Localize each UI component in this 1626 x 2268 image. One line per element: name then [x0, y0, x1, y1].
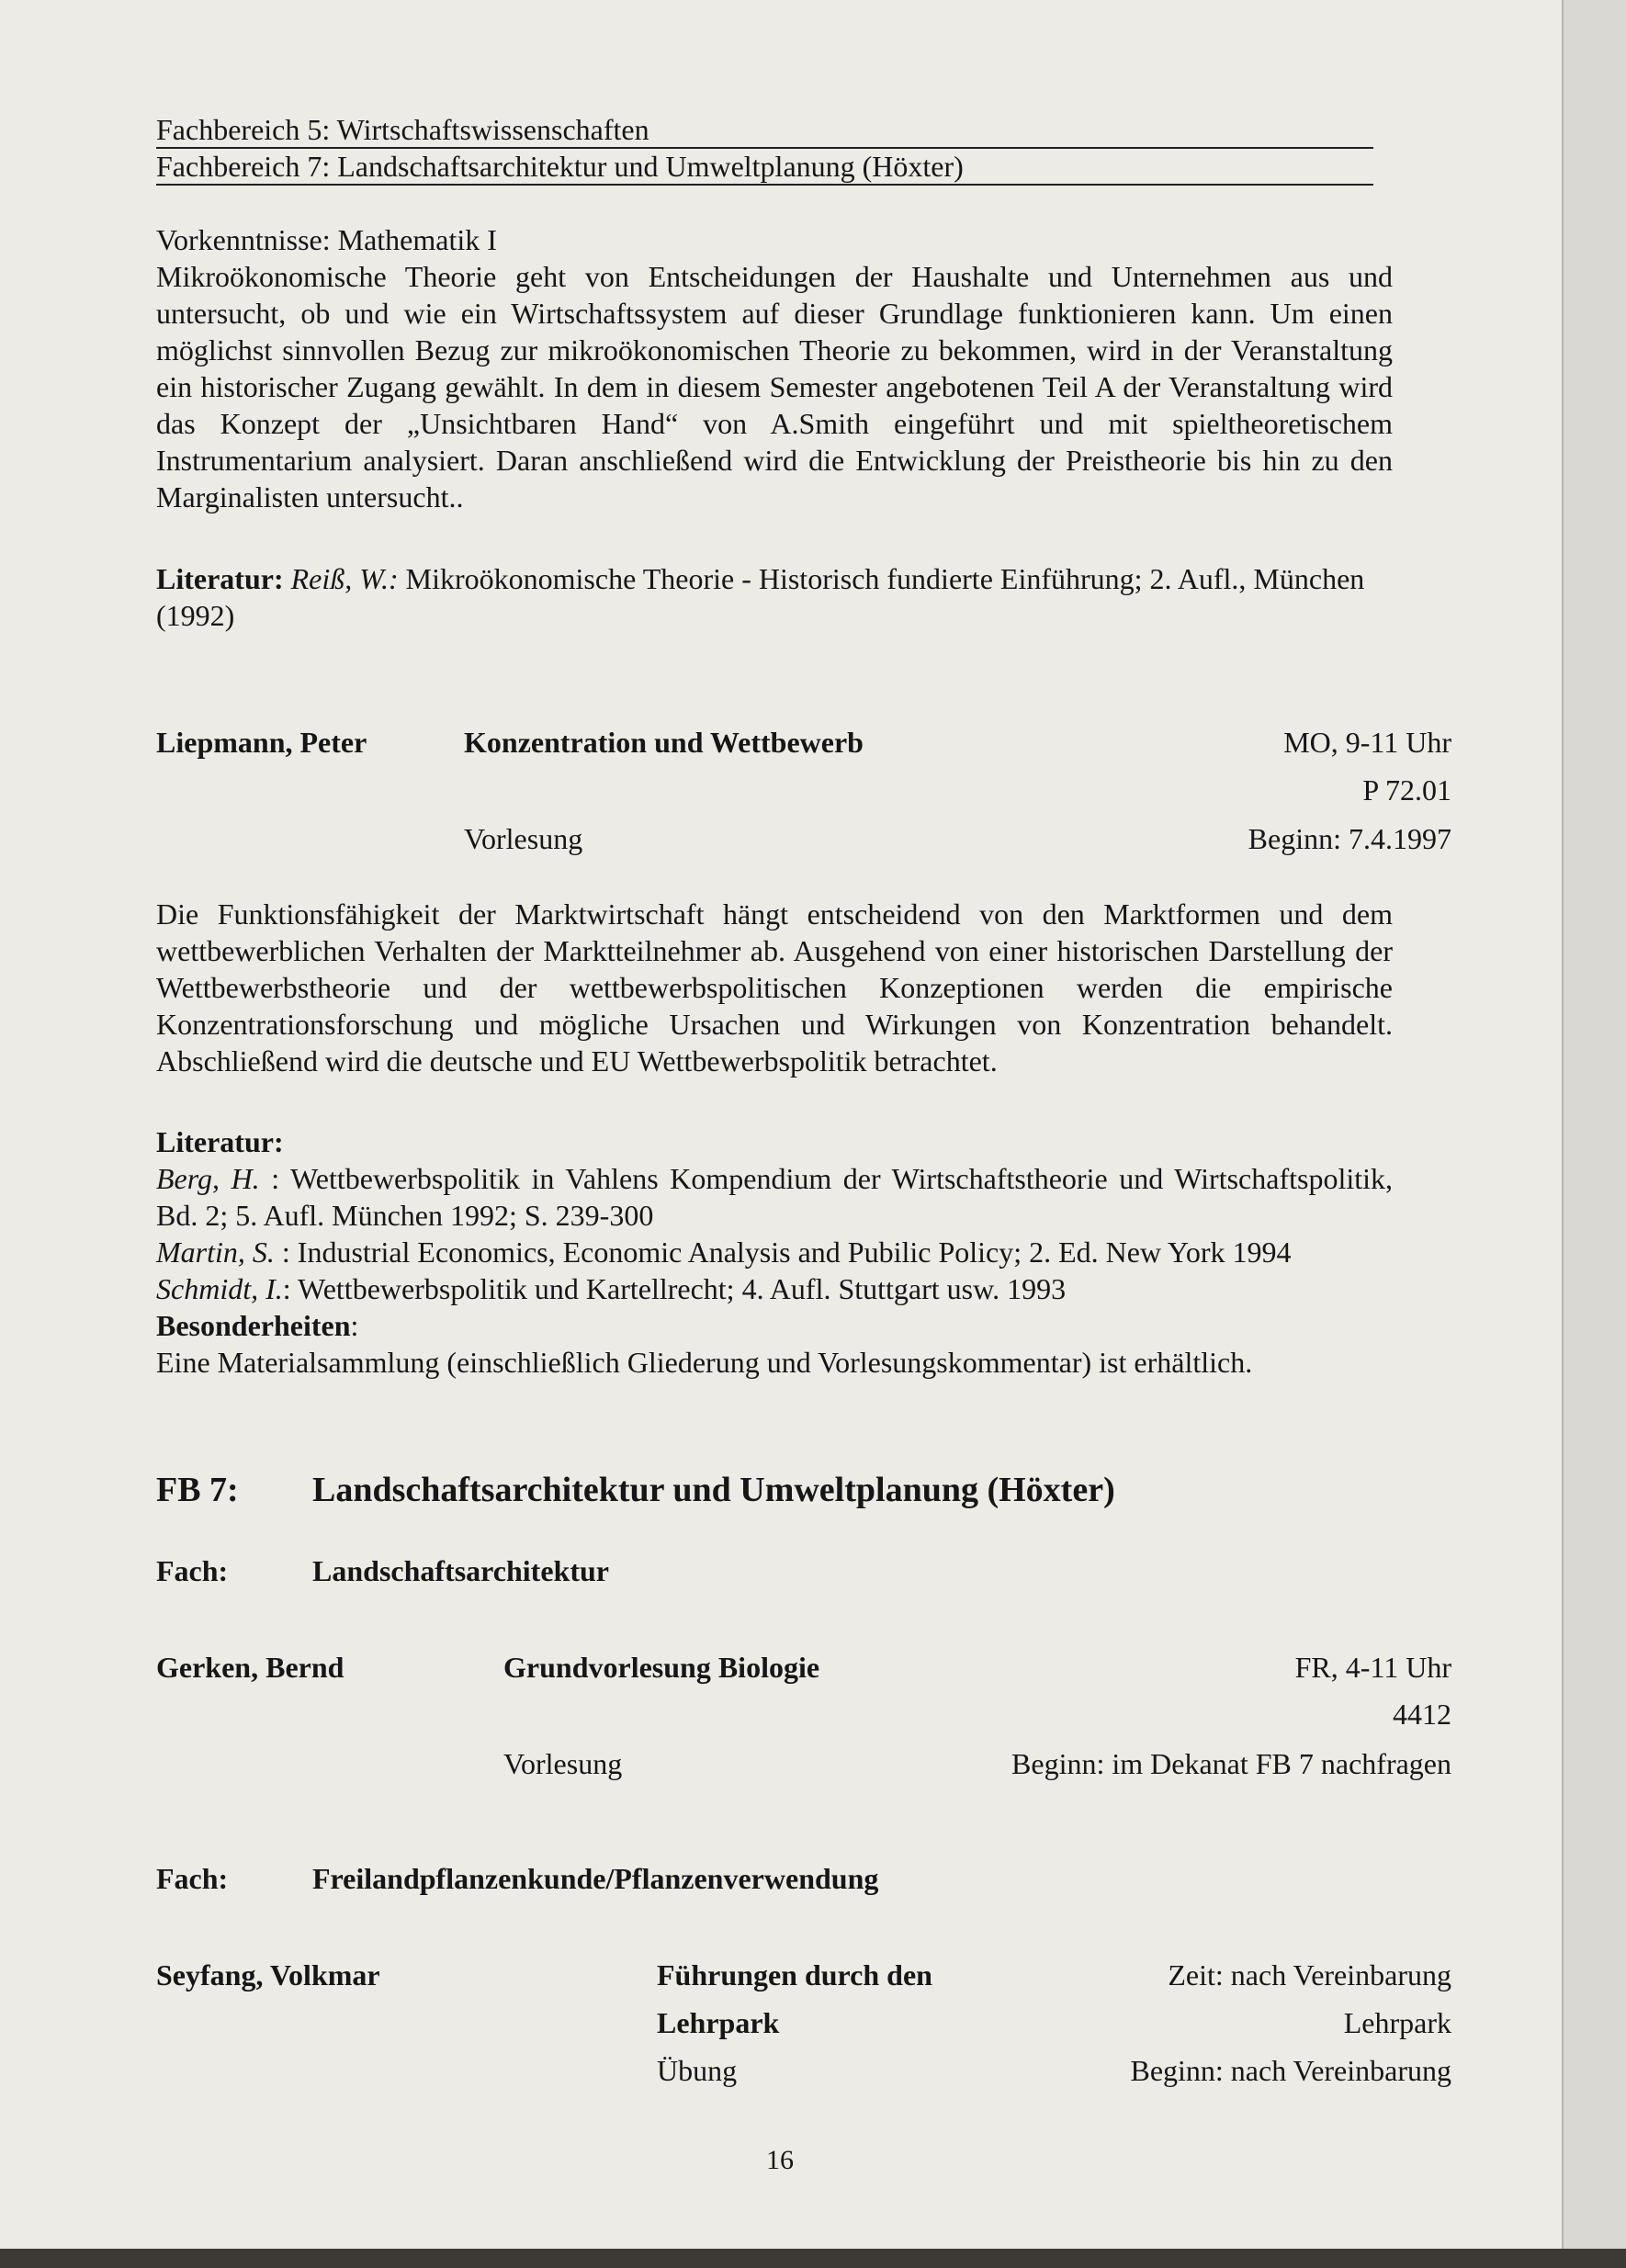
- fach2-label: Fach:: [156, 1862, 229, 1895]
- extras-text: Eine Materialsammlung (einschließlich Gliederung und Vorlesungskommentar) ist erhältlich.: [156, 1346, 1253, 1379]
- course3-type: Übung: [657, 2054, 738, 2087]
- course3-title-line2: Lehrpark: [657, 2006, 780, 2039]
- course2-title: Grundvorlesung Biologie: [503, 1651, 820, 1684]
- course2-type: Vorlesung: [503, 1747, 623, 1780]
- reference-text: : Industrial Economics, Economic Analysis and Pubilic Policy; 2. Ed. New York 1994: [274, 1236, 1292, 1269]
- course2-room: 4412: [1393, 1698, 1451, 1731]
- course2-time: FR, 4-11 Uhr: [1294, 1651, 1451, 1684]
- header-line-1: Fachbereich 5: Wirtschaftswissenschaften: [156, 112, 1373, 149]
- reference-item: [156, 1160, 1393, 1234]
- course2-start: Beginn: im Dekanat FB 7 nachfragen: [1011, 1747, 1451, 1780]
- reference-item: [156, 1234, 1393, 1270]
- reference-text: : Wettbewerbspolitik in Vahlens Kompendium der Wirtschaftstheorie und Wirtschaftspolitik, Bd. 2; 5. Aufl. München 1992; S. 239-300: [156, 1162, 1394, 1232]
- course1-start: Beginn: 7.4.1997: [1248, 822, 1451, 855]
- course1-extras: [156, 1307, 1393, 1381]
- course1-time: MO, 9-11 Uhr: [1283, 726, 1451, 759]
- reference-author: Berg, H.: [156, 1162, 260, 1195]
- course1-description: Die Funktionsfähigkeit der Marktwirtschaft hängt entscheidend von den Marktformen und dem wettbewerblichen Verhalten der Marktteilnehmer ab. Ausgehend von einer historischen Darstellung der Wettbewerbstheorie und der wettbewerbspolitischen Konzeptionen werden die empirische Konzentrationsforschung und mögliche Ursachen und Wirkungen von Konzentration behandelt. Abschließend wird die deutsche und EU Wettbewerbspolitik betrachtet.: [156, 897, 1393, 1078]
- course3-title-line1: Führungen durch den: [657, 1958, 932, 1992]
- literature-label: Literatur:: [156, 562, 284, 595]
- literature-text: Mikroökonomische Theorie - Historisch fundierte Einführung; 2. Aufl., München (1992): [156, 562, 1365, 632]
- course3-start: Beginn: nach Vereinbarung: [1130, 2054, 1451, 2087]
- fb7-title: Landschaftsarchitektur und Umweltplanung (Höxter): [312, 1471, 1115, 1509]
- fach1-title: Landschaftsarchitektur: [312, 1554, 609, 1587]
- page-number: 16: [766, 2145, 794, 2175]
- page-edge: [1562, 0, 1626, 2268]
- extras-label: Besonderheiten: [156, 1309, 351, 1342]
- reference-text: : Wettbewerbspolitik und Kartellrecht; 4. Aufl. Stuttgart usw. 1993: [282, 1272, 1067, 1305]
- fach1-label: Fach:: [156, 1554, 229, 1587]
- course1-room: P 72.01: [1362, 773, 1451, 807]
- header-line-2: Fachbereich 7: Landschaftsarchitektur und Umweltplanung (Höxter): [156, 149, 1373, 186]
- reference-item: [156, 1270, 1393, 1307]
- extras-colon: :: [350, 1309, 359, 1342]
- header: [156, 112, 1373, 186]
- course2-lecturer: Gerken, Bernd: [156, 1651, 344, 1684]
- course1-references: [156, 1160, 1393, 1307]
- course3-lecturer: Seyfang, Volkmar: [156, 1958, 380, 1992]
- section1-literature: [156, 560, 1393, 634]
- reference-author: Schmidt, I.: [156, 1272, 283, 1305]
- course3-time: Zeit: nach Vereinbarung: [1168, 1958, 1451, 1992]
- course1-title: Konzentration und Wettbewerb: [464, 726, 864, 759]
- fach2-title: Freilandpflanzenkunde/Pflanzenverwendung: [312, 1862, 879, 1895]
- prerequisites: Vorkenntnisse: Mathematik I: [156, 223, 497, 256]
- section1-description: Mikroökonomische Theorie geht von Entscheidungen der Haushalte und Unternehmen aus und untersucht, ob und wie ein Wirtschaftssystem auf dieser Grundlage funktionieren kann. Um einen möglichst sinnvollen Bezug zur mikroökonomischen Theorie zu bekommen, wird in der Veranstaltung ein historischer Zugang gewählt. In dem in diesem Semester angebotenen Teil A der Veranstaltung wird das Konzept der „Unsichtbaren Hand“ von A.Smith eingeführt und mit spieltheoretischem Instrumentarium analysiert. Daran anschließend wird die Entwicklung der Preistheorie bis hin zu den Marginalisten untersucht..: [156, 260, 1393, 513]
- literature-author: Reiß, W.:: [290, 562, 399, 595]
- course1-lecturer: Liepmann, Peter: [156, 726, 367, 759]
- fb7-label: FB 7:: [156, 1471, 239, 1509]
- course3-room: Lehrpark: [1343, 2006, 1451, 2039]
- course1-type: Vorlesung: [464, 822, 583, 855]
- reference-author: Martin, S.: [156, 1236, 275, 1269]
- course1-literature-label: Literatur:: [156, 1125, 284, 1158]
- extras-heading: [156, 1307, 1393, 1344]
- scan-bottom-edge: [0, 2249, 1626, 2268]
